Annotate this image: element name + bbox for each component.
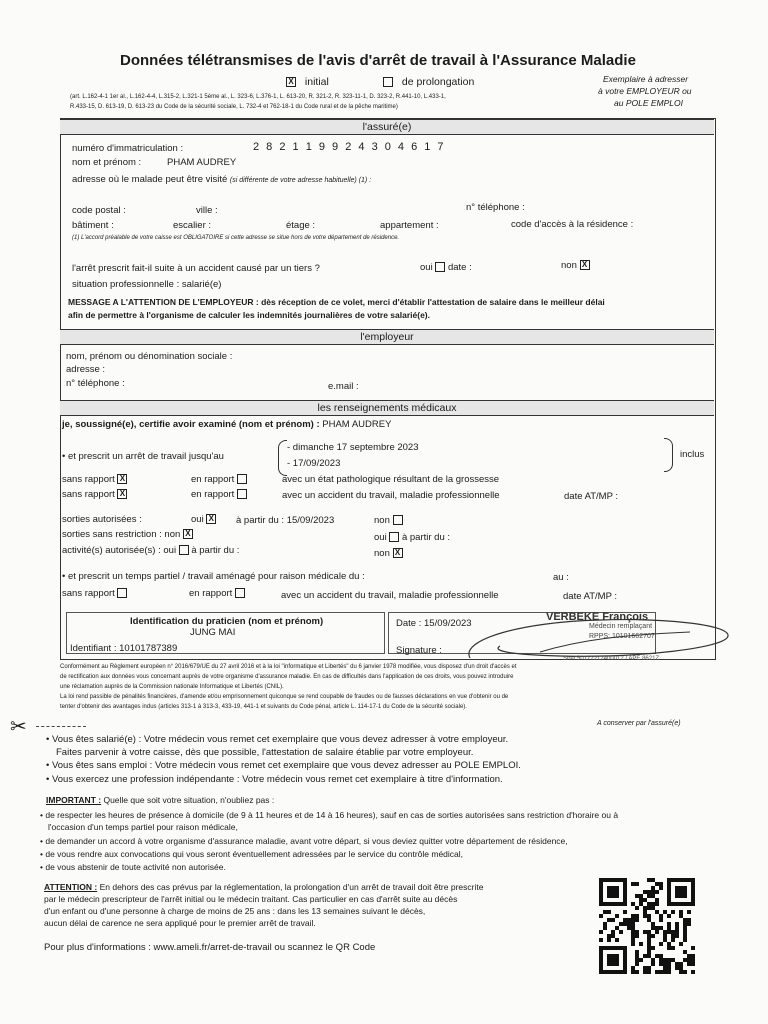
info-salarie-2: Faites parvenir à votre caisse, dès que possible, l'attestation de salaire établie par votre employeur. [56, 747, 474, 758]
sorties-sans-oui-checkbox[interactable] [389, 532, 399, 542]
references-line-1: (art. L.162-4-1 1er al., L.162-4-4, L.315-2, L.321-1 5ème al., L. 323-6, L.376-1, L. 613-20, R. 321-2, R. 323-11-1, D. 323-2, R.441-10, L.433-1, [70, 94, 446, 100]
attention-line-4: aucun délai de carence ne sera appliqué pour le premier arrêt de travail. [44, 918, 316, 928]
sorties-non-label: non [374, 515, 390, 526]
nom-label: nom et prénom : [72, 157, 142, 168]
accident-oui-checkbox[interactable] [435, 262, 445, 272]
attention-line-2: par le médecin prescripteur de l'arrêt initial ou le médecin traitant. Cas particulier en cas d'arrêt suite au décès [44, 894, 458, 904]
signature-drawing [440, 600, 740, 670]
certifie-line [62, 419, 391, 430]
info-salarie: • Vous êtes salarié(e) : Votre médecin vous remet cet exemplaire que vous devez adresser à votre employeur. [46, 734, 509, 745]
emp-adresse-label: adresse : [66, 364, 106, 375]
copy-note-1: Exemplaire à adresser [603, 74, 689, 84]
prescrit-arret: • et prescrit un arrêt de travail jusqu'au [62, 451, 224, 462]
type-initial [286, 76, 329, 88]
prolongation-checkbox[interactable] [383, 77, 393, 87]
sorties-oui-label: oui [191, 514, 204, 525]
initial-label: initial [304, 76, 329, 88]
telephone-label: n° téléphone : [466, 202, 525, 213]
code-postal-label: code postal : [72, 205, 126, 216]
message-employeur-2: afin de permettre à l'organisme de calculer les indemnités journalières de votre salarié(e). [68, 310, 430, 320]
page-title: Données télétransmises de l'avis d'arrêt de travail à l'Assurance Maladie [120, 52, 636, 69]
sorties-a-partir-date: à partir du : 15/09/2023 [236, 515, 335, 526]
rgpd-2: de rectification aux données vous concernant auprès de votre organisme d'assurance maladie. En cas de difficultés dans l'application de ces droits, vous pouvez introduire [60, 674, 514, 680]
initial-checkbox[interactable]: X [286, 77, 296, 87]
tp-en-rapport-label: en rapport [189, 588, 233, 599]
activites-non-checkbox[interactable]: X [393, 548, 403, 558]
date-fin-2: - 17/09/2023 [287, 458, 341, 469]
grossesse-sans-rapport [62, 474, 127, 485]
sorties-oui-checkbox[interactable]: X [206, 514, 216, 524]
atmp-label: avec un accident du travail, maladie professionnelle [282, 490, 500, 501]
sorties-sans-non-checkbox[interactable]: X [183, 529, 193, 539]
adresse-visite-label [72, 174, 371, 185]
rgpd-4: La loi rend passible de pénalités financières, d'amende et/ou emprisonnement quiconque se rend coupable de fraudes ou de fausses déclarations en vue d'obtenir ou de [60, 694, 509, 700]
identifiant-line [70, 643, 177, 654]
cut-line [36, 726, 86, 727]
activites-label: activité(s) autorisée(s) : [62, 545, 161, 556]
attention-label: ATTENTION : [44, 882, 98, 892]
adresse-visite-text: adresse où le malade peut être visité [72, 174, 228, 185]
grossesse-en-rapport-label: en rapport [191, 474, 235, 485]
immat-value: 2 8 2 1 1 9 9 2 4 3 0 4 6 1 7 [253, 141, 445, 153]
message-employeur-1: MESSAGE A L'ATTENTION DE L'EMPLOYEUR : dès réception de ce volet, merci d'établir l'attestation de salaire dans le meilleur délai [68, 297, 605, 307]
sorties-sans-restriction [62, 529, 193, 540]
stamp-rpps: RPPS: 10101662707 [589, 633, 655, 640]
important-4: • de vous abstenir de toute activité non autorisée. [40, 862, 226, 872]
important-label: IMPORTANT : [46, 795, 102, 805]
important-1: • de respecter les heures de présence à domicile (de 9 à 11 heures et de 14 à 16 heures), sauf en cas de sorties autorisées sans restriction d'horaire ou à [40, 810, 619, 820]
grossesse-sans-rapport-checkbox[interactable]: X [117, 474, 127, 484]
rgpd-1: Conformément au Règlement européen n° 2016/679/UE du 27 avril 2016 et à la loi "informatique et Libertés" du 6 janvier 1978 modifiée, vous disposez d'un droit d'accès et [60, 664, 517, 670]
nom-value: PHAM AUDREY [167, 157, 237, 168]
tp-sans-rapport [62, 588, 127, 599]
rgpd-5: tenter d'obtenir des avantages indus (articles 313-1 à 313-3, 433-19, 441-1 et suivants du Code pénal, article L. 114-17-1 du Code de la sécurité sociale). [60, 704, 467, 710]
certifie-label: je, soussigné(e), certifie avoir examiné (nom et prénom) : [62, 419, 320, 430]
activites-oui-checkbox[interactable] [179, 545, 189, 555]
tp-atmp-date-label: date AT/MP : [563, 591, 618, 602]
atmp-en-rapport-checkbox[interactable] [237, 489, 247, 499]
atmp-en-rapport-label: en rapport [191, 489, 235, 500]
signature-label: Signature : [396, 645, 442, 656]
identifiant-label: Identifiant : [70, 643, 117, 654]
grossesse-sans-rapport-label: sans rapport [62, 474, 115, 485]
activites-oui-label: oui [163, 545, 177, 556]
praticien-nom: JUNG MAI [190, 627, 236, 638]
accord-note: (1) L'accord préalable de votre caisse est OBLIGATOIRE si cette adresse se situe hors de votre département de résidence. [72, 235, 400, 241]
plus-info: Pour plus d'informations : www.ameli.fr/arret-de-travail ou scannez le QR Code [44, 942, 376, 953]
important-3: • de vous rendre aux convocations qui vous seront éventuellement adressées par le service du contrôle médical, [40, 849, 464, 859]
accident-non-label: non [561, 260, 577, 271]
bracket-right [664, 438, 673, 472]
sorties-sans-oui [374, 532, 450, 543]
appartement-label: appartement : [380, 220, 439, 231]
grossesse-en-rapport [191, 474, 247, 485]
important-1b: l'occasion d'un temps partiel pour raison médicale, [48, 822, 238, 832]
accident-non [561, 260, 590, 271]
situation: situation professionnelle : salarié(e) [72, 279, 222, 290]
temps-partiel: • et prescrit un temps partiel / travail aménagé pour raison médicale du : [62, 571, 365, 582]
tp-en-rapport-checkbox[interactable] [235, 588, 245, 598]
grossesse-label: avec un état pathologique résultant de la grossesse [282, 474, 500, 485]
section-assure-header: l'assuré(e) [60, 119, 714, 135]
atmp-date-label: date AT/MP : [564, 491, 619, 502]
tp-atmp-label: avec un accident du travail, maladie professionnelle [281, 590, 499, 601]
identifiant-value: 10101787389 [119, 643, 178, 654]
info-sans-emploi: • Vous êtes sans emploi : Votre médecin vous remet cet exemplaire que vous devez adresser au POLE EMPLOI. [46, 760, 521, 771]
important-text: Quelle que soit votre situation, n'oubliez pas : [103, 795, 275, 805]
rgpd-3: une réclamation auprès de la Commission nationale Informatique et Libertés (CNIL). [60, 684, 284, 690]
attention-line-3: d'un enfant ou d'une personne à charge de moins de 25 ans : dans les 13 semaines suivant le décès, [44, 906, 426, 916]
atmp-sans-rapport-checkbox[interactable]: X [117, 489, 127, 499]
sorties-sans-a-partir: à partir du : [401, 532, 451, 543]
activites-non-label: non [374, 548, 390, 559]
temps-partiel-au: au : [553, 572, 569, 583]
sorties-non-checkbox[interactable] [393, 515, 403, 525]
atmp-sans-rapport-label: sans rapport [62, 489, 115, 500]
tp-en-rapport [189, 588, 245, 599]
stamp-role: Médecin remplaçant [589, 623, 653, 630]
escalier-label: escalier : [173, 220, 212, 231]
sorties-oui [191, 514, 216, 525]
accident-oui-label: oui [420, 262, 433, 273]
tp-sans-rapport-checkbox[interactable] [117, 588, 127, 598]
adresse-visite-note: (si différente de votre adresse habituelle) (1) : [229, 177, 372, 184]
activites-non [374, 548, 403, 559]
conserver-label: A conserver par l'assuré(e) [597, 720, 681, 727]
attention-text-1: En dehors des cas prévus par la réglementation, la prolongation d'un arrêt de travail doit être prescrite [99, 882, 484, 892]
etage-label: étage : [286, 220, 316, 231]
immat-label: numéro d'immatriculation : [72, 143, 184, 154]
ville-label: ville : [196, 205, 218, 216]
certifie-nom: PHAM AUDREY [322, 419, 392, 430]
important-line [46, 795, 274, 805]
sorties-sans-oui-label: oui [374, 532, 387, 543]
activites-line [62, 545, 239, 556]
date-fin-1: - dimanche 17 septembre 2023 [287, 442, 419, 453]
scissors-icon: ✂ [10, 716, 27, 738]
info-independant: • Vous exercez une profession indépendante : Votre médecin vous remet cet exemplaire à titre d'information. [46, 774, 503, 785]
bracket-left [278, 440, 287, 476]
section-medical-header: les renseignements médicaux [60, 400, 714, 416]
copy-note-3: au POLE EMPLOI [614, 98, 683, 108]
sorties-non [374, 515, 403, 526]
emp-mail-label: e.mail : [328, 381, 359, 392]
qr-code-icon[interactable] [599, 878, 695, 974]
inclus-label: inclus [680, 449, 705, 460]
stamp-siret: Siret 50172212400012 / APE 8621Z [563, 656, 660, 662]
sorties-sans-label: sorties sans restriction : non [62, 529, 181, 540]
references-line-2: R.433-15, D. 613-19, D. 613-23 du Code de la sécurité sociale, L. 732-4 et 762-18-1 du Code rural et de la pêche maritime) [70, 104, 398, 110]
important-2: • de demander un accord à votre organisme d'assurance maladie, avant votre départ, si vous deviez quitter votre département de résidence, [40, 836, 568, 846]
grossesse-en-rapport-checkbox[interactable] [237, 474, 247, 484]
accident-non-checkbox[interactable]: X [580, 260, 590, 270]
emp-nom-label: nom, prénom ou dénomination sociale : [66, 351, 233, 362]
sorties-autorisees-label: sorties autorisées : [62, 514, 142, 525]
accident-oui [420, 262, 472, 273]
praticien-title: Identification du praticien (nom et prénom) [130, 616, 324, 627]
type-prolongation [383, 76, 474, 88]
accident-date-label: date : [447, 262, 472, 273]
tp-sans-rapport-label: sans rapport [62, 588, 115, 599]
date-signature-label: Date : [396, 618, 422, 629]
code-acces-label: code d'accès à la résidence : [511, 219, 634, 230]
activites-a-partir: à partir du : [191, 545, 240, 556]
prolongation-label: de prolongation [401, 76, 475, 88]
batiment-label: bâtiment : [72, 220, 114, 231]
accident-question: l'arrêt prescrit fait-il suite à un accident causé par un tiers ? [72, 263, 320, 274]
attention-line-1 [44, 882, 483, 892]
stamp-name: VERBEKE François [546, 611, 649, 623]
emp-tel-label: n° téléphone : [66, 378, 125, 389]
copy-note-2: à votre EMPLOYEUR ou [598, 86, 692, 96]
section-employeur-header: l'employeur [60, 329, 714, 345]
date-signature-value: 15/09/2023 [424, 618, 472, 629]
atmp-sans-rapport [62, 489, 127, 500]
atmp-en-rapport [191, 489, 247, 500]
